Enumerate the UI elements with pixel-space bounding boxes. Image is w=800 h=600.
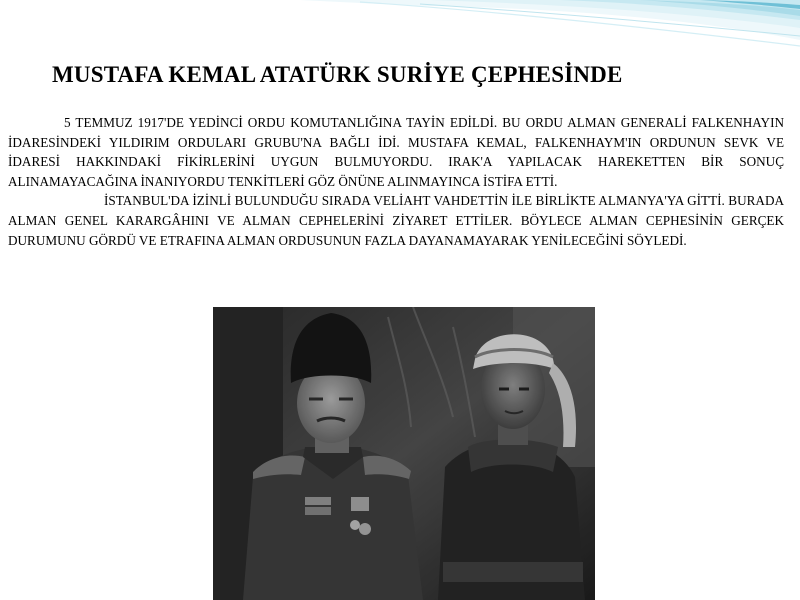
historical-photo <box>213 307 595 600</box>
photo-illustration <box>213 307 595 600</box>
body-text <box>8 113 784 250</box>
paragraph-2: İSTANBUL'DA İZİNLİ BULUNDUĞU SIRADA VELİAHT VAHDETTİN İLE BİRLİKTE ALMANYA'YA GİTTİ. BURADA ALMAN GENEL KARARGÂHINI VE ALMAN CEPHELERİNİ ZİYARET ETTİLER. BÖYLECE ALMAN CEPHESİNİN GERÇEK DURUMUNU GÖRDÜ VE ETRAFINA ALMAN ORDUSUNUN FAZLA DAYANAMAYARAK YENİLECEĞİNİ SÖYLEDİ. <box>8 193 784 248</box>
page-title: MUSTAFA KEMAL ATATÜRK SURİYE ÇEPHESİNDE <box>52 62 623 87</box>
paragraph-1: 5 TEMMUZ 1917'DE YEDİNCİ ORDU KOMUTANLIĞINA TAYİN EDİLDİ. BU ORDU ALMAN GENERALİ FALKENHAYIN İDARESİNDEKİ YILDIRIM ORDULARI GRUBU'NA BAĞLI İDİ. MUSTAFA KEMAL, FALKENHAYM'IN ORDUNUN SEVK VE İDARESİ HAKKINDAKİ FİKİRLERİNİ UYGUN BULMUYORDU. IRAK'A YAPILACAK HAREKETTEN BİR SONUÇ ALINAMAYACAĞINA İNANIYORDU TENKİTLERİ GÖZ ÖNÜNE ALINMAYINCA İSTİFA ETTİ. <box>8 115 784 189</box>
